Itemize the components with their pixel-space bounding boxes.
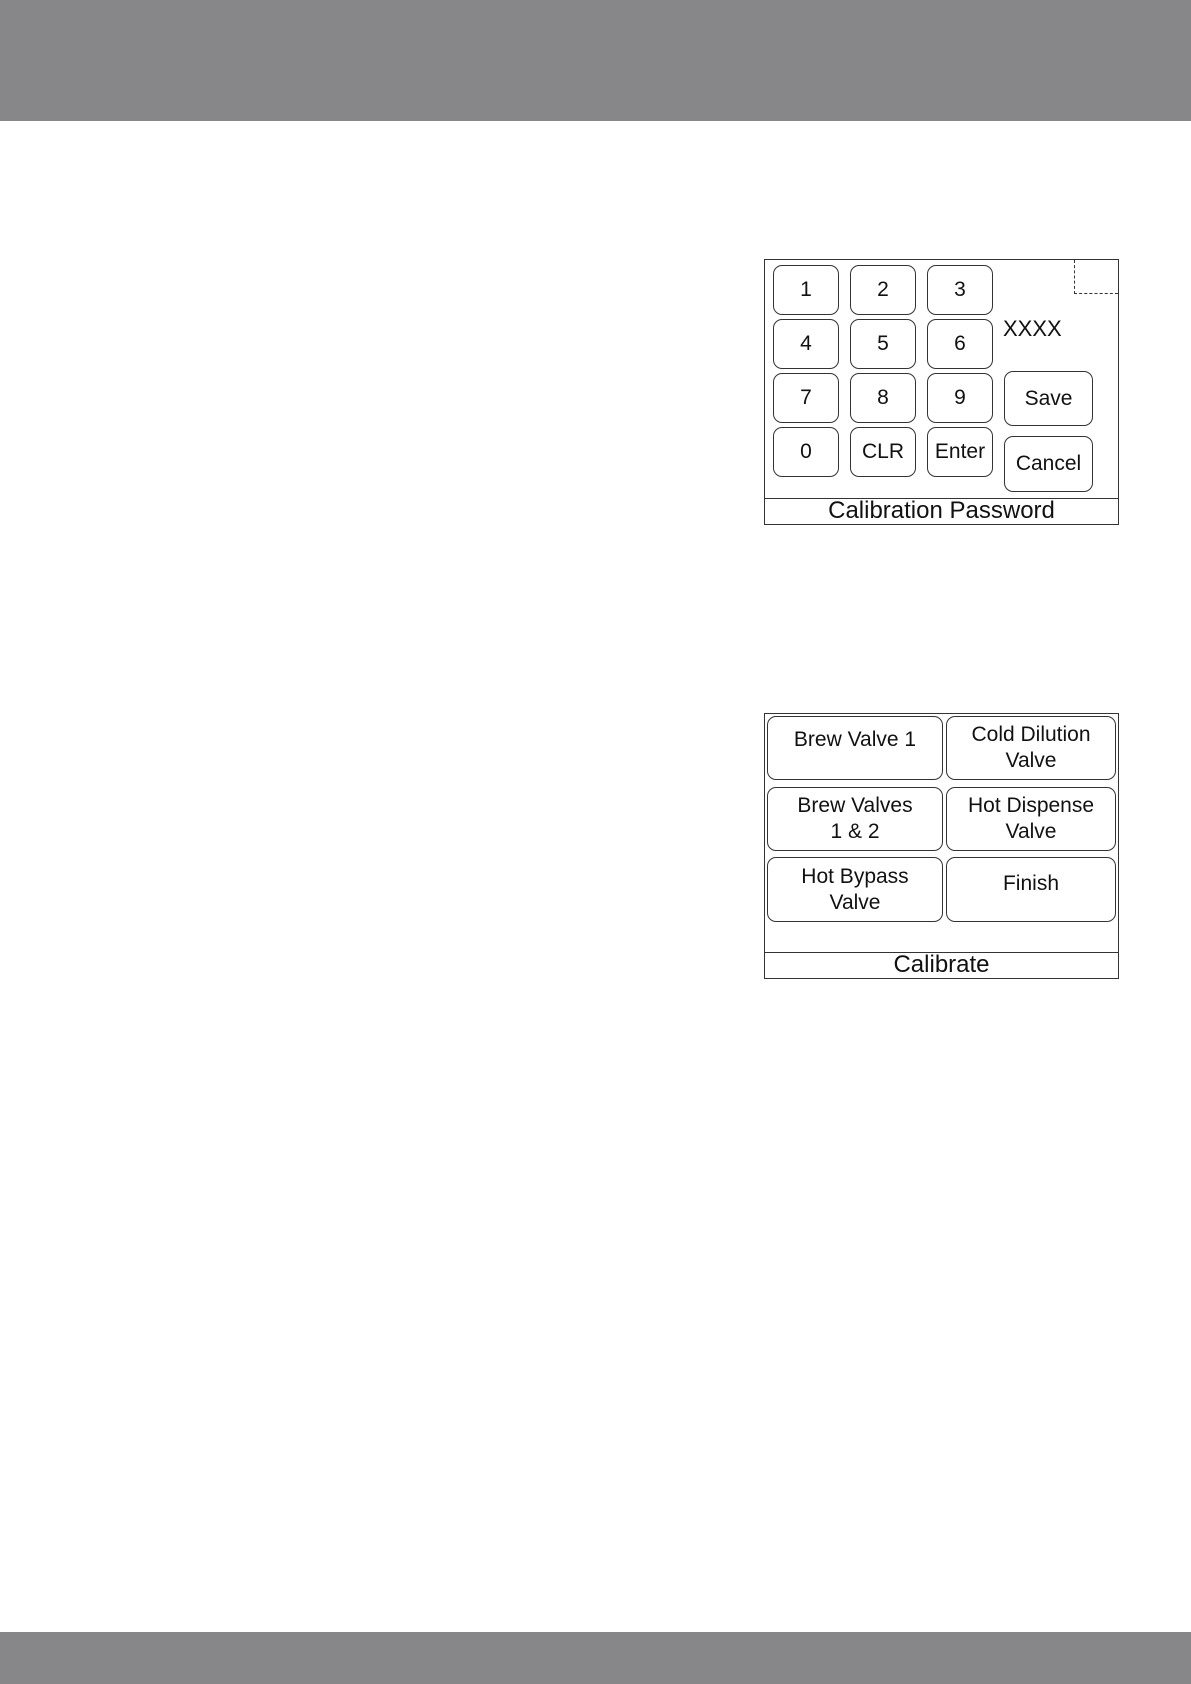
cancel-button[interactable]: Cancel <box>1004 436 1093 492</box>
bottom-footer-bar <box>0 1632 1191 1684</box>
corner-dashed-box <box>1074 260 1118 294</box>
finish-button[interactable]: Finish <box>946 857 1116 922</box>
hot-bypass-valve-button[interactable]: Hot Bypass Valve <box>767 857 943 922</box>
cold-dilution-valve-button[interactable]: Cold Dilution Valve <box>946 716 1116 780</box>
hot-dispense-valve-button[interactable]: Hot Dispense Valve <box>946 787 1116 851</box>
brew-valve-1-button[interactable]: Brew Valve 1 <box>767 716 943 780</box>
key-4[interactable]: 4 <box>773 319 839 369</box>
key-5[interactable]: 5 <box>850 319 916 369</box>
key-6[interactable]: 6 <box>927 319 993 369</box>
key-9[interactable]: 9 <box>927 373 993 423</box>
screen-title: Calibration Password <box>765 498 1118 524</box>
password-display: XXXX <box>1003 316 1062 341</box>
key-7[interactable]: 7 <box>773 373 839 423</box>
key-1[interactable]: 1 <box>773 265 839 315</box>
calibrate-screen <box>764 713 1119 979</box>
key-3[interactable]: 3 <box>927 265 993 315</box>
brew-valves-1-2-button[interactable]: Brew Valves 1 & 2 <box>767 787 943 851</box>
key-8[interactable]: 8 <box>850 373 916 423</box>
enter-button[interactable]: Enter <box>927 427 993 477</box>
screen-title: Calibrate <box>765 952 1118 978</box>
key-0[interactable]: 0 <box>773 427 839 477</box>
clear-button[interactable]: CLR <box>850 427 916 477</box>
top-header-bar <box>0 0 1191 121</box>
save-button[interactable]: Save <box>1004 371 1093 426</box>
key-2[interactable]: 2 <box>850 265 916 315</box>
calibration-password-screen <box>764 259 1119 525</box>
